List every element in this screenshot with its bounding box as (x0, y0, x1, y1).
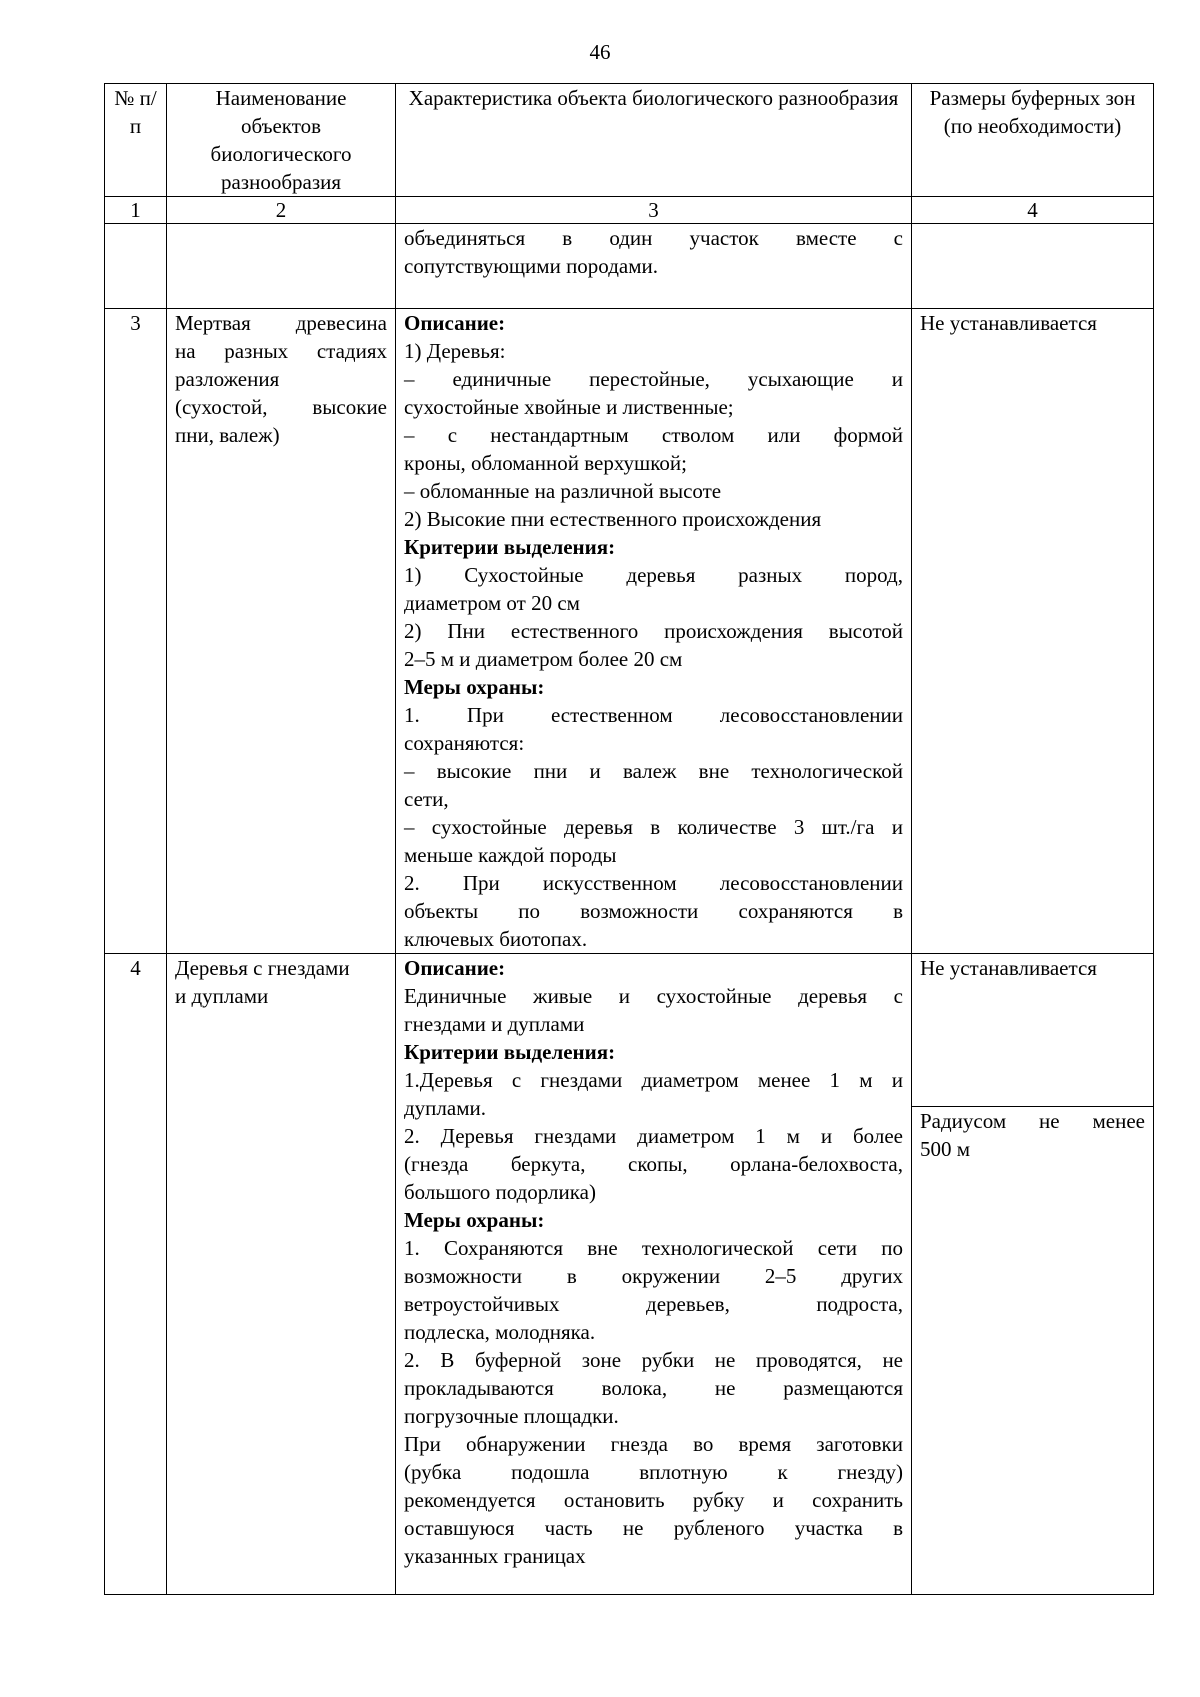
biodiversity-table (104, 83, 1154, 1595)
table-row (105, 309, 1154, 954)
column-number: 1 (105, 197, 167, 224)
object-name: Деревья с гнездами и дуплами (167, 954, 396, 1595)
header-characteristic: Характеристика объекта биологического разнообразия (396, 84, 912, 197)
column-number: 4 (912, 197, 1154, 224)
header-number: № п/п (105, 84, 167, 197)
table-row-continuation (105, 224, 1154, 309)
buffer-size: Не устанавливается (912, 954, 1153, 1107)
criteria-heading: Критерии выделения: (404, 535, 616, 559)
page-number: 46 (589, 40, 611, 64)
row-number: 4 (105, 954, 167, 1595)
table-row (105, 954, 1154, 1595)
buffer-size-radius: Радиусом не менее 500 м (920, 1109, 1145, 1161)
object-characteristic: Описание: Единичные живые и сухостойные деревья с гнездами и дуплами Критерии выделения: 1.Деревья с гнездами диаметром менее 1 м и дуплами. 2. Деревья гнездами диаметром 1 м и более (гнезда беркута, скопы, орлана-белохвоста, большого подорлика) Меры охраны: 1. Сохраняются вне технологической сети по возможности в окружении 2–5 других ветроустойчивых деревьев, подроста, подлеска, молодняка. 2. В буферной зоне рубки не проводятся, не прокладываются волока, не размещаются погрузочные площадки. При обнаружении гнезда во время заготовки (рубка подошла вплотную к гнезду) рекомендуется остановить рубку и сохранить оставшуюся часть не рубленого участка в указанных границах (396, 954, 912, 1595)
measures-heading: Меры охраны: (404, 1208, 545, 1232)
description-heading: Описание: (404, 311, 506, 335)
header-buffer-size: Размеры буферных зон (по необходимости) (912, 84, 1154, 197)
header-object-name: Наименование объектов биологического разнообразия (167, 84, 396, 197)
buffer-size: Не устанавливается (912, 309, 1154, 954)
object-characteristic: Описание: 1) Деревья: – единичные перестойные, усыхающие и сухостойные хвойные и лиственные; – с нестандартным стволом или формой кроны, обломанной верхушкой; – обломанные на различной высоте 2) Высокие пни естественного происхождения Критерии выделения: 1) Сухостойные деревья разных пород, диаметром от 20 см 2) Пни естественного происхождения высотой 2–5 м и диаметром более 20 см Меры охраны: 1. При естественном лесовосстановлении сохраняются: – высокие пни и валеж вне технологической сети, – сухостойные деревья в количестве 3 шт./га и меньше каждой породы 2. При искусственном лесовосстановлении объекты по возможности сохраняются в ключевых биотопах. (396, 309, 912, 954)
column-number-row (105, 197, 1154, 224)
continuation-text: объединяться в один участок вместе с сопутствующими породами. (396, 224, 912, 309)
buffer-size-split (912, 954, 1154, 1595)
description-heading: Описание: (404, 956, 506, 980)
criteria-heading: Критерии выделения: (404, 1040, 616, 1064)
table-header-row (105, 84, 1154, 197)
object-name: Мертвая древесина на разных стадиях разложения (сухостой, высокие пни, валеж) (167, 309, 396, 954)
measures-heading: Меры охраны: (404, 675, 545, 699)
column-number: 2 (167, 197, 396, 224)
column-number: 3 (396, 197, 912, 224)
row-number: 3 (105, 309, 167, 954)
